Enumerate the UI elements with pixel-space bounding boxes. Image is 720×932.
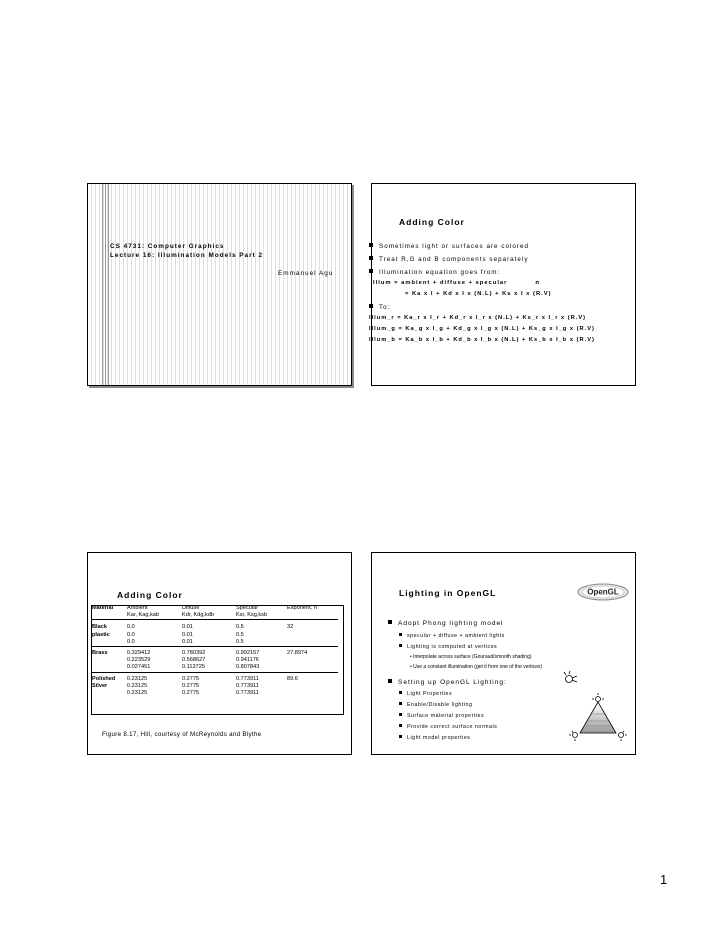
table-row (91, 624, 338, 631)
table-cell: 0.0 (127, 624, 135, 631)
table-cell: Silver (92, 682, 108, 689)
table-cell: 89.6 (287, 675, 298, 682)
table-cell: 0.01 (182, 631, 193, 638)
bullet-text: Use a constant illumination (get it from one of the vertices) (413, 664, 543, 670)
bullet-icon (369, 243, 373, 247)
bullet-icon (399, 702, 402, 705)
table-cell: Brass (92, 650, 108, 657)
decorative-bar (102, 184, 103, 385)
table-row (91, 690, 338, 697)
bullet-text: Setting up OpenGL Lighting: (398, 679, 507, 686)
decorative-bar (105, 184, 106, 385)
table-cell (91, 657, 126, 664)
sub-bullet-item (399, 644, 497, 650)
figure-caption: Figure 8.17, Hill, courtesy of McReynolds and Blythe (102, 731, 262, 738)
equation-line (373, 280, 540, 286)
page-number: 1 (660, 872, 668, 887)
table-header: Specular (236, 605, 259, 611)
slide-title (87, 183, 352, 386)
table-subheader (286, 612, 338, 620)
bullet-item (388, 620, 504, 627)
table-cell: plastic (92, 631, 110, 638)
bullet-text: Light model properties (407, 735, 471, 741)
bullet-item (369, 304, 390, 311)
bullet-text: To: (379, 304, 391, 311)
bullet-icon (399, 713, 402, 716)
table-cell: 0.5 (236, 638, 244, 645)
bullet-text: Lighting is computed at vertices (407, 644, 498, 650)
sub-bullet-item (399, 724, 497, 730)
slide-heading: Adding Color (117, 590, 183, 600)
bullet-icon (399, 735, 402, 738)
table-row (91, 639, 338, 647)
table-cell: 0.01 (182, 638, 193, 645)
bullet-text: Light Properties (407, 691, 453, 697)
equation-red: Illum_r = Ka_r x I_r + Kd_r x I_r x (N.L) + Ks_r x I_r x (R.V) (369, 315, 587, 321)
table-cell: 0.773911 (236, 690, 259, 697)
table-row (91, 657, 338, 664)
table-row (91, 664, 338, 672)
bullet-item (369, 256, 528, 263)
bullet-icon (399, 691, 402, 694)
table-cell (286, 690, 338, 697)
table-cell: 0.807843 (236, 664, 260, 671)
bullet-icon (399, 724, 402, 727)
table-cell (286, 632, 338, 639)
sub-bullet-item (399, 735, 470, 741)
opengl-logo (577, 583, 629, 601)
table-cell: 0.2775 (182, 675, 200, 682)
table-cell: 0.941176 (236, 657, 259, 664)
lit-triangle-illustration (564, 693, 628, 743)
table-cell: 0.113725 (182, 664, 205, 671)
bullet-item (369, 269, 500, 276)
slide-adding-color-equations (371, 183, 636, 386)
decorative-bar (108, 184, 109, 385)
table-header: Exponent, n (287, 605, 317, 611)
material-table (91, 605, 338, 697)
bullet-text: Provide correct surface normals (407, 724, 498, 730)
table-cell: 32 (287, 624, 294, 631)
course-title: CS 4731: Computer Graphics (110, 243, 225, 250)
table-cell: 0.773911 (236, 675, 259, 682)
table-cell: 0.5 (236, 631, 244, 638)
table-cell: 0.23125 (127, 682, 148, 689)
sub-bullet-item (399, 713, 484, 719)
table-cell: 27.8974 (287, 650, 308, 657)
table-cell: 0.23125 (127, 675, 148, 682)
slide-heading: Lighting in OpenGL (399, 588, 497, 598)
table-cell: 0.568627 (182, 657, 206, 664)
table-cell (91, 690, 126, 697)
bullet-icon (369, 269, 373, 273)
table-cell: 0.23125 (127, 690, 148, 697)
table-header: Material (92, 605, 114, 611)
exponent-label: n (535, 280, 540, 286)
sub-sub-bullet-item: • Interpolate across surface (Gouraud/smooth shading) (410, 654, 532, 660)
bullet-icon (388, 620, 392, 624)
table-cell: 0.329412 (127, 650, 151, 657)
table-subheader-row (91, 612, 338, 620)
sub-bullet-item (399, 691, 452, 697)
table-row (91, 650, 338, 657)
table-cell: 0.2775 (182, 682, 200, 689)
slide-lighting-opengl (371, 552, 636, 755)
lecture-title: Lecture 16: Illumination Models Part 2 (110, 252, 264, 259)
table-cell: 0.0 (127, 638, 135, 645)
sub-bullet-item (399, 633, 505, 639)
table-cell: 0.0 (127, 631, 135, 638)
slide-title-text (110, 242, 263, 260)
bullet-text: Adopt Phong lighting model (398, 620, 504, 627)
table-cell: Polished (92, 675, 116, 682)
bullet-icon (369, 304, 373, 308)
bullet-text: Interpolate across surface (Gouraud/smooth shading) (413, 654, 532, 660)
table-cell (286, 683, 338, 690)
table-cell: 0.01 (182, 624, 193, 631)
bullet-text: Treat R,G and B components separately (379, 256, 529, 263)
sub-sub-bullet-item: • Use a constant illumination (get it from one of the vertices) (410, 664, 543, 670)
bullet-icon (388, 679, 392, 683)
bullet-text: Surface material properties (407, 713, 485, 719)
table-cell: 0.5 (236, 624, 244, 631)
table-cell (91, 639, 126, 647)
slide-adding-color-table (87, 552, 352, 755)
table-header-row (91, 605, 338, 612)
table-subheader: Kdr, Kdg,kdb (182, 612, 215, 619)
table-row (91, 683, 338, 690)
table-cell: 0.027451 (127, 664, 151, 671)
table-cell: 0.773911 (236, 682, 259, 689)
table-subheader: Kar, Kag,kab (127, 612, 160, 619)
table-cell (286, 639, 338, 647)
bullet-text: Enable/Disable lighting (407, 702, 473, 708)
equation-line: = Ka x I + Kd x I x (N.L) + Ks x I x (R.V) (405, 291, 552, 297)
table-header: Ambient (127, 605, 148, 611)
author-name: Emmanuel Agu (278, 270, 334, 277)
table-cell: Black (92, 624, 107, 631)
table-cell: 0.223529 (127, 657, 151, 664)
bullet-text: Illumination equation goes from: (379, 269, 501, 276)
bullet-icon (399, 644, 402, 647)
bullet-text: Sometimes light or surfaces are colored (379, 243, 529, 250)
table-cell: 0.992157 (236, 650, 260, 657)
bullet-icon (369, 256, 373, 260)
sub-bullet-item (399, 702, 472, 708)
bullet-item (388, 679, 507, 686)
table-cell (286, 657, 338, 664)
table-cell (91, 664, 126, 672)
table-subheader: Ksr, Ksg,ksb (236, 612, 268, 619)
light-bulb-icon (562, 670, 580, 688)
table-subheader (91, 612, 126, 620)
equation-text: Illum = ambient + diffuse + specular (373, 280, 508, 286)
bullet-icon (399, 633, 402, 636)
bullet-text: specular + diffuse + ambient lights (407, 633, 505, 639)
bullet-item (369, 243, 529, 250)
slide-heading: Adding Color (399, 217, 465, 227)
table-row (91, 676, 338, 683)
table-cell: 0.2775 (182, 690, 200, 697)
logo-text: OpenGL (587, 587, 619, 597)
table-cell (286, 664, 338, 672)
table-row (91, 632, 338, 639)
equation-blue: Illum_b = Ka_b x I_b + Kd_b x I_b x (N.L) + Ks_b x I_b x (R.V) (369, 337, 595, 343)
table-header: Diffuse (182, 605, 200, 611)
table-cell: 0.780392 (182, 650, 206, 657)
equation-green: Illum_g = Ka_g x I_g + Kd_g x I_g x (N.L) + Ks_g x I_g x (R.V) (369, 326, 595, 332)
